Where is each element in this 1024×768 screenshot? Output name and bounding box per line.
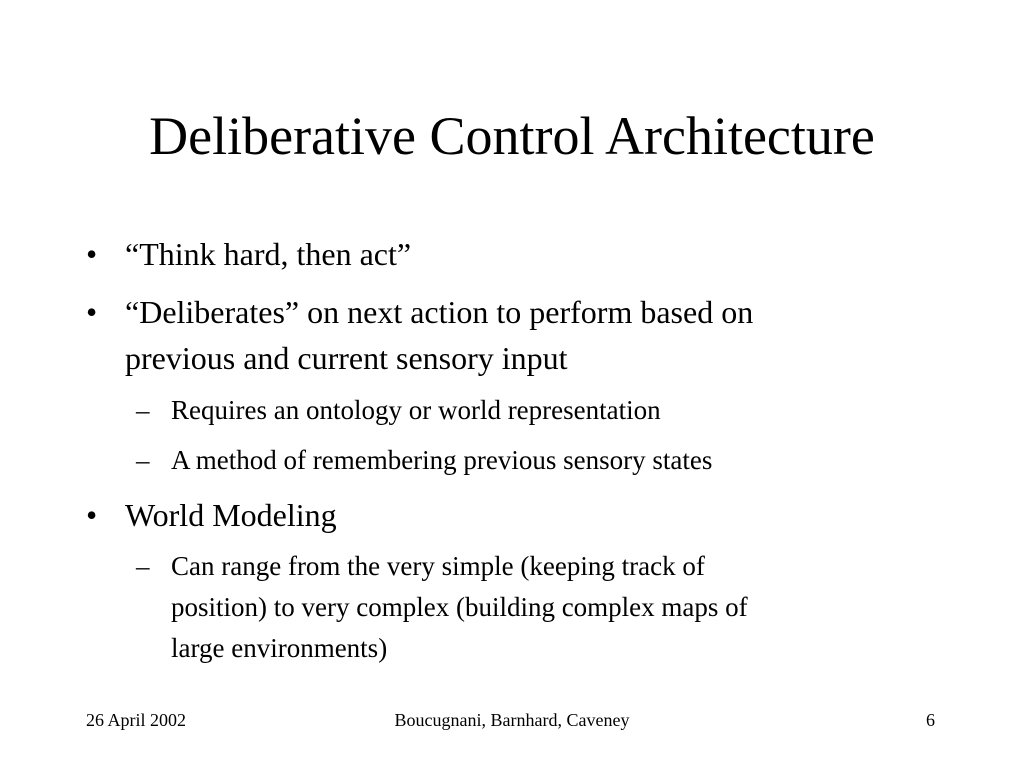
- bullet-text: World Modeling: [125, 497, 337, 533]
- slide-title: Deliberative Control Architecture: [149, 106, 875, 166]
- bullet-glyph: •: [86, 294, 98, 330]
- sub-bullet-text-line: position) to very complex (building complex maps of: [171, 592, 748, 622]
- sub-bullet-text: A method of remembering previous sensory states: [171, 445, 713, 475]
- footer-page-number: 6: [926, 710, 935, 730]
- bullet-text: “Think hard, then act”: [125, 236, 412, 272]
- bullet-text-line: previous and current sensory input: [125, 340, 568, 376]
- footer-date: 26 April 2002: [86, 710, 187, 730]
- sub-bullet-glyph: –: [136, 395, 150, 425]
- sub-bullet-text-line: Can range from the very simple (keeping track of: [171, 551, 705, 581]
- sub-bullet-text-line: large environments): [171, 633, 388, 663]
- sub-bullet-glyph: –: [136, 551, 150, 581]
- bullet-text-line: “Deliberates” on next action to perform based on: [125, 294, 754, 330]
- bullet-glyph: •: [86, 236, 98, 272]
- sub-bullet-glyph: –: [136, 445, 150, 475]
- sub-bullet-text: Requires an ontology or world representation: [171, 395, 661, 425]
- bullet-glyph: •: [86, 497, 98, 533]
- footer-authors: Boucugnani, Barnhard, Caveney: [394, 710, 630, 730]
